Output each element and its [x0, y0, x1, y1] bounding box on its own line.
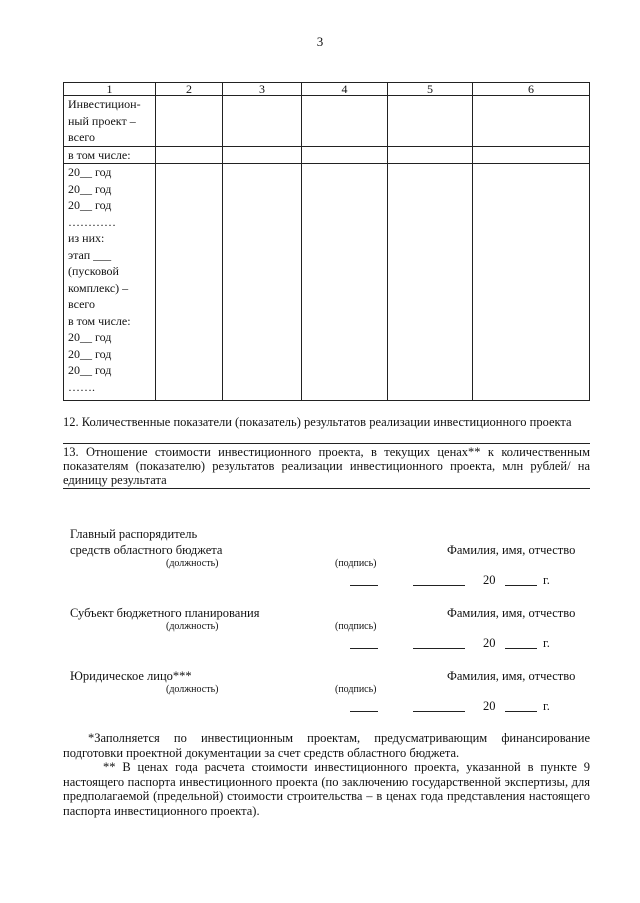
signer-2-name-blank	[413, 648, 465, 649]
col-header-2: 2	[156, 83, 223, 96]
signer-1-title-line1: Главный распорядитель	[70, 527, 198, 541]
signer-2-year-prefix: 20	[483, 636, 496, 650]
footnote-1: *Заполняется по инвестиционным проектам, предусматривающим финансирование подготовки проектной документации за счет средств областного бюджета.	[63, 731, 590, 760]
signer-3-position-label: (должность)	[166, 684, 219, 695]
signer-3-name-blank	[413, 711, 465, 712]
col-header-5: 5	[388, 83, 473, 96]
col-header-4: 4	[302, 83, 388, 96]
row-label-line: всего	[68, 297, 96, 311]
row-label-line: из них:	[68, 231, 105, 245]
table-row-years	[64, 164, 590, 401]
section-divider	[63, 443, 590, 444]
table-cell	[302, 164, 388, 401]
page-number: 3	[316, 34, 324, 49]
row-label-line: 20__ год	[68, 330, 112, 344]
table-cell	[473, 96, 590, 147]
table-cell	[223, 96, 302, 147]
signer-1-position-label: (должность)	[166, 558, 219, 569]
signer-1-year-suffix: г.	[543, 573, 550, 587]
section-divider	[63, 488, 590, 489]
signer-1-name-blank	[413, 585, 465, 586]
table-cell	[156, 96, 223, 147]
signer-3-signature-blank	[350, 711, 378, 712]
signer-1-name-label: Фамилия, имя, отчество	[447, 543, 576, 557]
signer-2-signature-blank	[350, 648, 378, 649]
row-label-line: этап ___	[68, 247, 112, 262]
table-cell	[388, 146, 473, 164]
row-label-line: 20__ год	[68, 363, 112, 377]
row-label-line: …….	[68, 379, 95, 394]
signer-1-year-blank	[505, 585, 537, 586]
row-label-line: 20__ год	[68, 198, 112, 212]
table-row-project-total	[64, 96, 590, 147]
signer-2-name-label: Фамилия, имя, отчество	[447, 606, 576, 620]
row-label-line: 20__ год	[68, 346, 112, 361]
row-label-line: в том числе:	[68, 147, 131, 162]
row-label-line: 20__ год	[68, 165, 112, 179]
row-label-line: Инвестицион-	[68, 97, 141, 111]
row-label-line: комплекс) –	[68, 280, 129, 295]
signer-2-title: Субъект бюджетного планирования	[70, 606, 260, 620]
signer-3-title: Юридическое лицо***	[70, 669, 192, 683]
signer-3-signature-label: (подпись)	[335, 684, 377, 695]
row-label-line: в том числе:	[68, 313, 131, 328]
footnote-2: ** В ценах года расчета стоимости инвестиционного проекта, указанной в пункте 9 настоящего паспорта инвестиционного проекта (по заключению государственной экспертизы, для предполагаемой (предельной) стоимости строительства – в ценах года представления настоящего паспорта инвестиционного проекта).	[63, 760, 590, 818]
col-header-3: 3	[223, 83, 302, 96]
row-label-line: ный проект –	[68, 113, 136, 128]
signer-1-signature-label: (подпись)	[335, 558, 377, 569]
table-cell	[302, 146, 388, 164]
col-header-6: 6	[473, 83, 590, 96]
signer-1-year-prefix: 20	[483, 573, 496, 587]
table-header-row	[64, 83, 590, 96]
col-header-1: 1	[64, 83, 156, 96]
table-row-including	[64, 146, 590, 164]
table-cell	[473, 164, 590, 401]
signer-3-year-suffix: г.	[543, 699, 550, 713]
signer-2-year-suffix: г.	[543, 636, 550, 650]
section-13-text: 13. Отношение стоимости инвестиционного проекта, в текущих ценах** к количественным показателям (показателю) результатов реализации инвестиционного проекта, млн рублей/ на единицу результата	[63, 445, 590, 487]
signer-3-year-prefix: 20	[483, 699, 496, 713]
signer-3-year-blank	[505, 711, 537, 712]
table-cell	[156, 146, 223, 164]
table-cell	[473, 146, 590, 164]
signer-1-signature-blank	[350, 585, 378, 586]
signer-2-year-blank	[505, 648, 537, 649]
signer-3-name-label: Фамилия, имя, отчество	[447, 669, 576, 683]
table-cell	[223, 164, 302, 401]
table-cell	[156, 164, 223, 401]
row-label-line: 20__ год	[68, 181, 112, 196]
row-label-line: (пусковой	[68, 264, 119, 278]
signer-2-signature-label: (подпись)	[335, 621, 377, 632]
table-cell	[388, 164, 473, 401]
signer-1-title-line2: средств областного бюджета	[70, 543, 223, 557]
investment-table	[63, 82, 590, 401]
section-12-text: 12. Количественные показатели (показатель) результатов реализации инвестиционного проекта	[63, 415, 572, 429]
signer-2-position-label: (должность)	[166, 621, 219, 632]
table-cell	[223, 146, 302, 164]
table-cell	[302, 96, 388, 147]
row-label-line: …………	[68, 214, 116, 229]
table-cell	[388, 96, 473, 147]
row-label-line: всего	[68, 130, 96, 144]
